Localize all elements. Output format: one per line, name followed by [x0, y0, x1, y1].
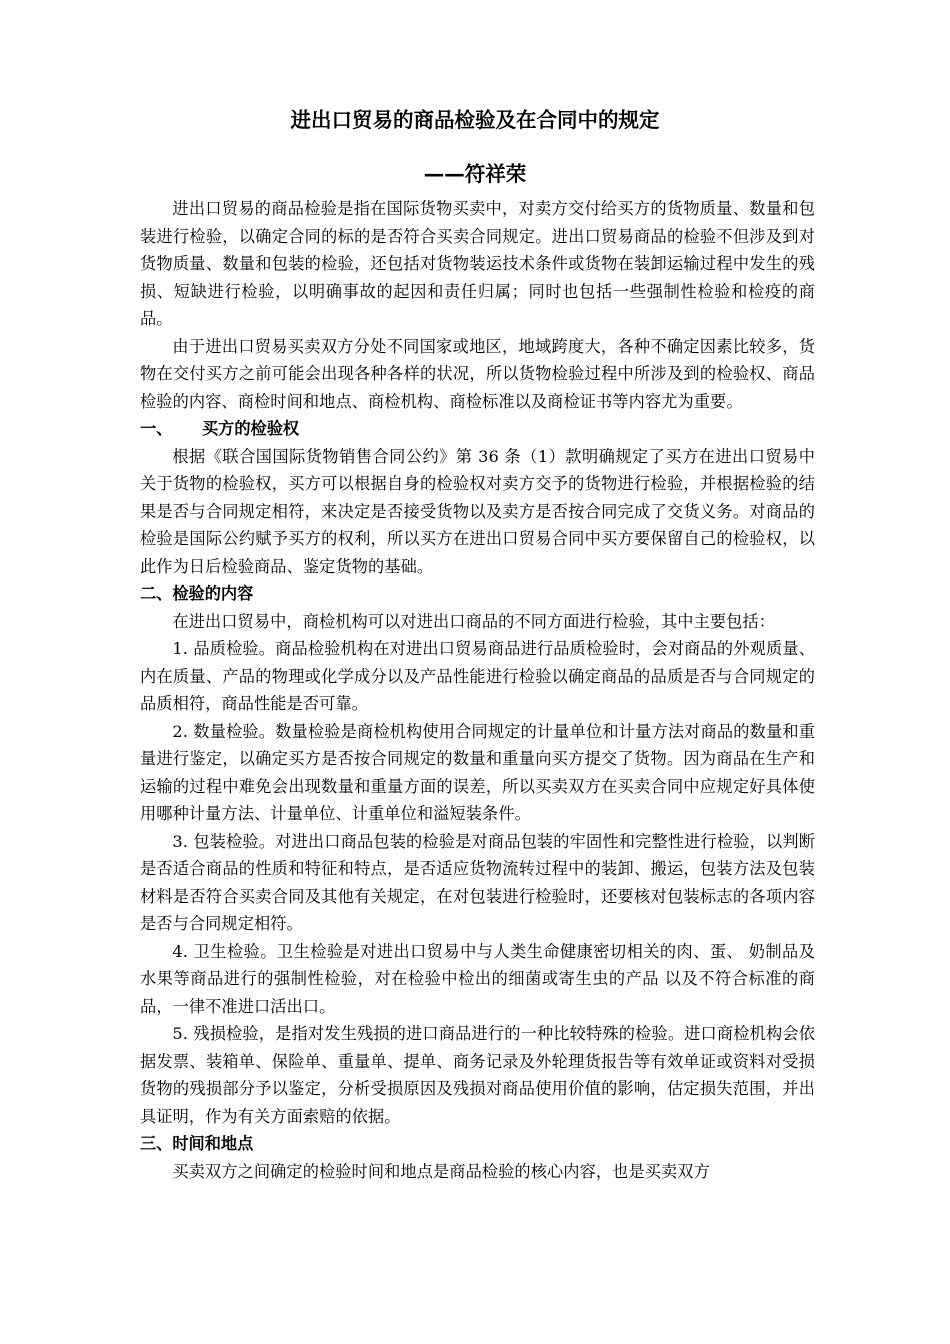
- document-body: [140, 195, 815, 1185]
- section-2-item-quality: 1. 品质检验。商品检验机构在对进出口贸易商品进行品质检验时，会对商品的外观质量、内在质量、产品的物理或化学成分以及产品性能进行检验以确定商品的品质是否与合同规定的品质相符，商品性能是否可靠。: [140, 639, 815, 713]
- section-3-number: 三、: [140, 1134, 173, 1153]
- document-title: 进出口贸易的商品检验及在合同中的规定: [290, 108, 660, 132]
- intro-paragraph-1: 进出口贸易的商品检验是指在国际货物买卖中，对卖方交付给买方的货物质量、数量和包装进行检验，以确定合同的标的是否符合买卖合同规定。进出口贸易商品的检验不但涉及到对货物质量、数量和包装的检验，还包括对货物装运技术条件或货物在装卸运输过程中发生的残损、短缺进行检验，以明确事故的起因和责任归属；同时也包括一些强制性检验和检疫的商品。: [140, 199, 815, 328]
- document-author: ——符祥荣: [423, 162, 527, 186]
- section-2-number: 二、: [140, 584, 173, 603]
- section-2-item-damage: 5. 残损检验，是指对发生残损的进口商品进行的一种比较特殊的检验。进口商检机构会依据发票、装箱单、保险单、重量单、提单、商务记录及外轮理货报告等有效单证或资料对受损货物的残损部分予以鉴定，分析受损原因及残损对商品使用价值的影响，估定损失范围，并出具证明，作为有关方面索赔的依据。: [140, 1024, 815, 1126]
- section-2-title: 检验的内容: [172, 584, 254, 603]
- section-1-title: 买方的检验权: [202, 419, 300, 438]
- section-1-paragraph: 根据《联合国国际货物销售合同公约》第 36 条（1）款明确规定了买方在进出口贸易中关于货物的检验权，买方可以根据自身的检验权对卖方交予的货物进行检验，并根据检验的结果是否与合同规定相符，来决定是否接受货物以及卖方是否按合同完成了交货义务。对商品的检验是国际公约赋予买方的权利，所以买方在进出口贸易合同中买方要保留自己的检验权，以此作为日后检验商品、鉴定货物的基础。: [140, 446, 815, 576]
- section-3-heading: [140, 1130, 815, 1158]
- section-3-title: 时间和地点: [172, 1134, 254, 1153]
- section-2-intro: 在进出口贸易中，商检机构可以对进出口商品的不同方面进行检验，其中主要包括：: [172, 611, 776, 631]
- intro-paragraph-2: 由于进出口贸易买卖双方分处不同国家或地区，地域跨度大，各种不确定因素比较多，货物在交付买方之前可能会出现各种各样的状况，所以货物检验过程中所涉及到的检验权、商品检验的内容、商检时间和地点、商检机构、商检标准以及商检证书等内容尤为重要。: [140, 336, 815, 411]
- section-1-number: 一、: [140, 419, 173, 438]
- section-2-item-hygiene: 4. 卫生检验。卫生检验是对进出口贸易中与人类生命健康密切相关的肉、蛋、 奶制品及水果等商品进行的强制性检验，对在检验中检出的细菌或寄生虫的产品 以及不符合标准的商品，一律不准进口活出口。: [140, 941, 815, 1016]
- section-2-heading: [140, 580, 815, 608]
- section-2-item-packaging: 3. 包装检验。对进出口商品包装的检验是对商品包装的牢固性和完整性进行检验，以判断是否适合商品的性质和特征和特点，是否适应货物流转过程中的装卸、搬运，包装方法及包装材料是否符合买卖合同及其他有关规定，在对包装进行检验时，还要核对包装标志的各项内容是否与合同规定相符。: [140, 831, 815, 933]
- section-1-heading: [140, 415, 815, 443]
- section-2-item-quantity: 2. 数量检验。数量检验是商检机构使用合同规定的计量单位和计量方法对商品的数量和重量进行鉴定，以确定买方是否按合同规定的数量和重量向买方提交了货物。因为商品在生产和运输的过程中难免会出现数量和重量方面的误差，所以买卖双方在买卖合同中应规定好具体使用哪种计量方法、计量单位、计重单位和溢短装条件。: [140, 721, 815, 823]
- section-3-paragraph: 买卖双方之间确定的检验时间和地点是商品检验的核心内容，也是买卖双方: [172, 1161, 710, 1181]
